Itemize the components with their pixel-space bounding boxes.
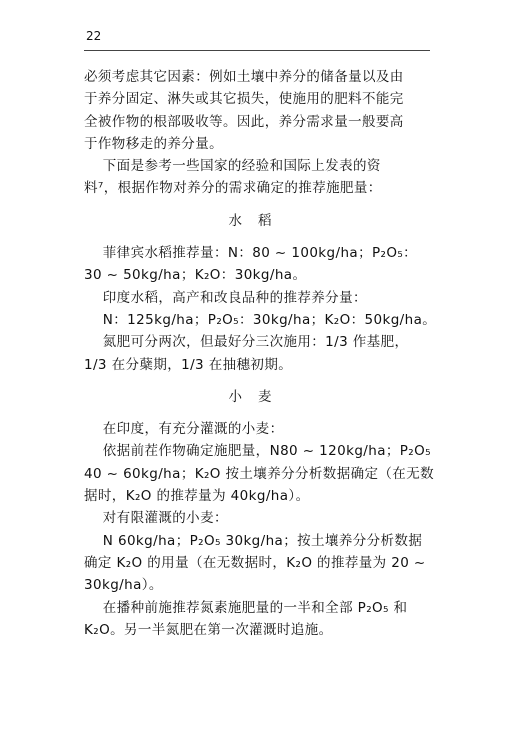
text-line: 据时，K₂O 的推荐量为 40kg/ha）。	[84, 488, 310, 505]
text-line: 1/3 在分蘖期，1/3 在抽穗初期。	[84, 356, 293, 373]
spacer	[84, 376, 432, 386]
text-line: 依据前茬作物确定施肥量，N80 ~ 120kg/ha；P₂O₅	[84, 443, 431, 460]
text-line: 菲律宾水稻推荐量：N：80 ~ 100kg/ha；P₂O₅：	[84, 245, 418, 262]
text-line: 对有限灌溉的小麦：	[84, 510, 228, 527]
text-line: 料⁷，根据作物对养分的需求确定的推荐施肥量：	[84, 180, 382, 197]
text-line: 在播种前施推荐氮素施肥量的一半和全部 P₂O₅ 和	[84, 599, 408, 616]
text-line: 氮肥可分两次，但最好分三次施用：1/3 作基肥，	[84, 334, 409, 351]
text-line: K₂O。另一半氮肥在第一次灌溉时追施。	[84, 621, 333, 638]
section-heading: 小麦	[228, 388, 288, 405]
text-line: 印度水稻，高产和改良品种的推荐养分量：	[84, 289, 367, 306]
text-line: 必须考虑其它因素：例如土壤中养分的储备量以及由	[84, 69, 404, 85]
text-line: 在印度，有充分灌溉的小麦：	[84, 421, 284, 438]
page-number: 22	[86, 29, 102, 43]
page-body	[84, 66, 437, 641]
section-heading: 水稻	[228, 212, 288, 229]
text-line: N：125kg/ha；P₂O₅：30kg/ha；K₂O：50kg/ha。	[84, 311, 437, 328]
spacer	[84, 232, 432, 242]
text-line: 确定 K₂O 的用量（在无数据时，K₂O 的推荐量为 20 ~	[84, 554, 426, 571]
text-line: 于作物移走的养分量。	[84, 135, 223, 152]
text-line: 于养分固定、淋失或其它损失，使施用的肥料不能完	[84, 91, 404, 108]
text-line: N 60kg/ha；P₂O₅ 30kg/ha；按土壤养分分析数据	[84, 532, 423, 549]
text-line: 40 ~ 60kg/ha；K₂O 按土壤养分分析数据确定（在无数	[84, 465, 434, 482]
text-line: 30kg/ha）。	[84, 577, 163, 594]
spacer	[84, 408, 432, 418]
header-rule	[84, 50, 430, 51]
text-line: 下面是参考一些国家的经验和国际上发表的资	[84, 158, 381, 175]
text-line: 30 ~ 50kg/ha；K₂O：30kg/ha。	[84, 267, 307, 284]
text-line: 全被作物的根部吸收等。因此，养分需求量一般要高	[84, 113, 404, 130]
spacer	[84, 200, 432, 210]
